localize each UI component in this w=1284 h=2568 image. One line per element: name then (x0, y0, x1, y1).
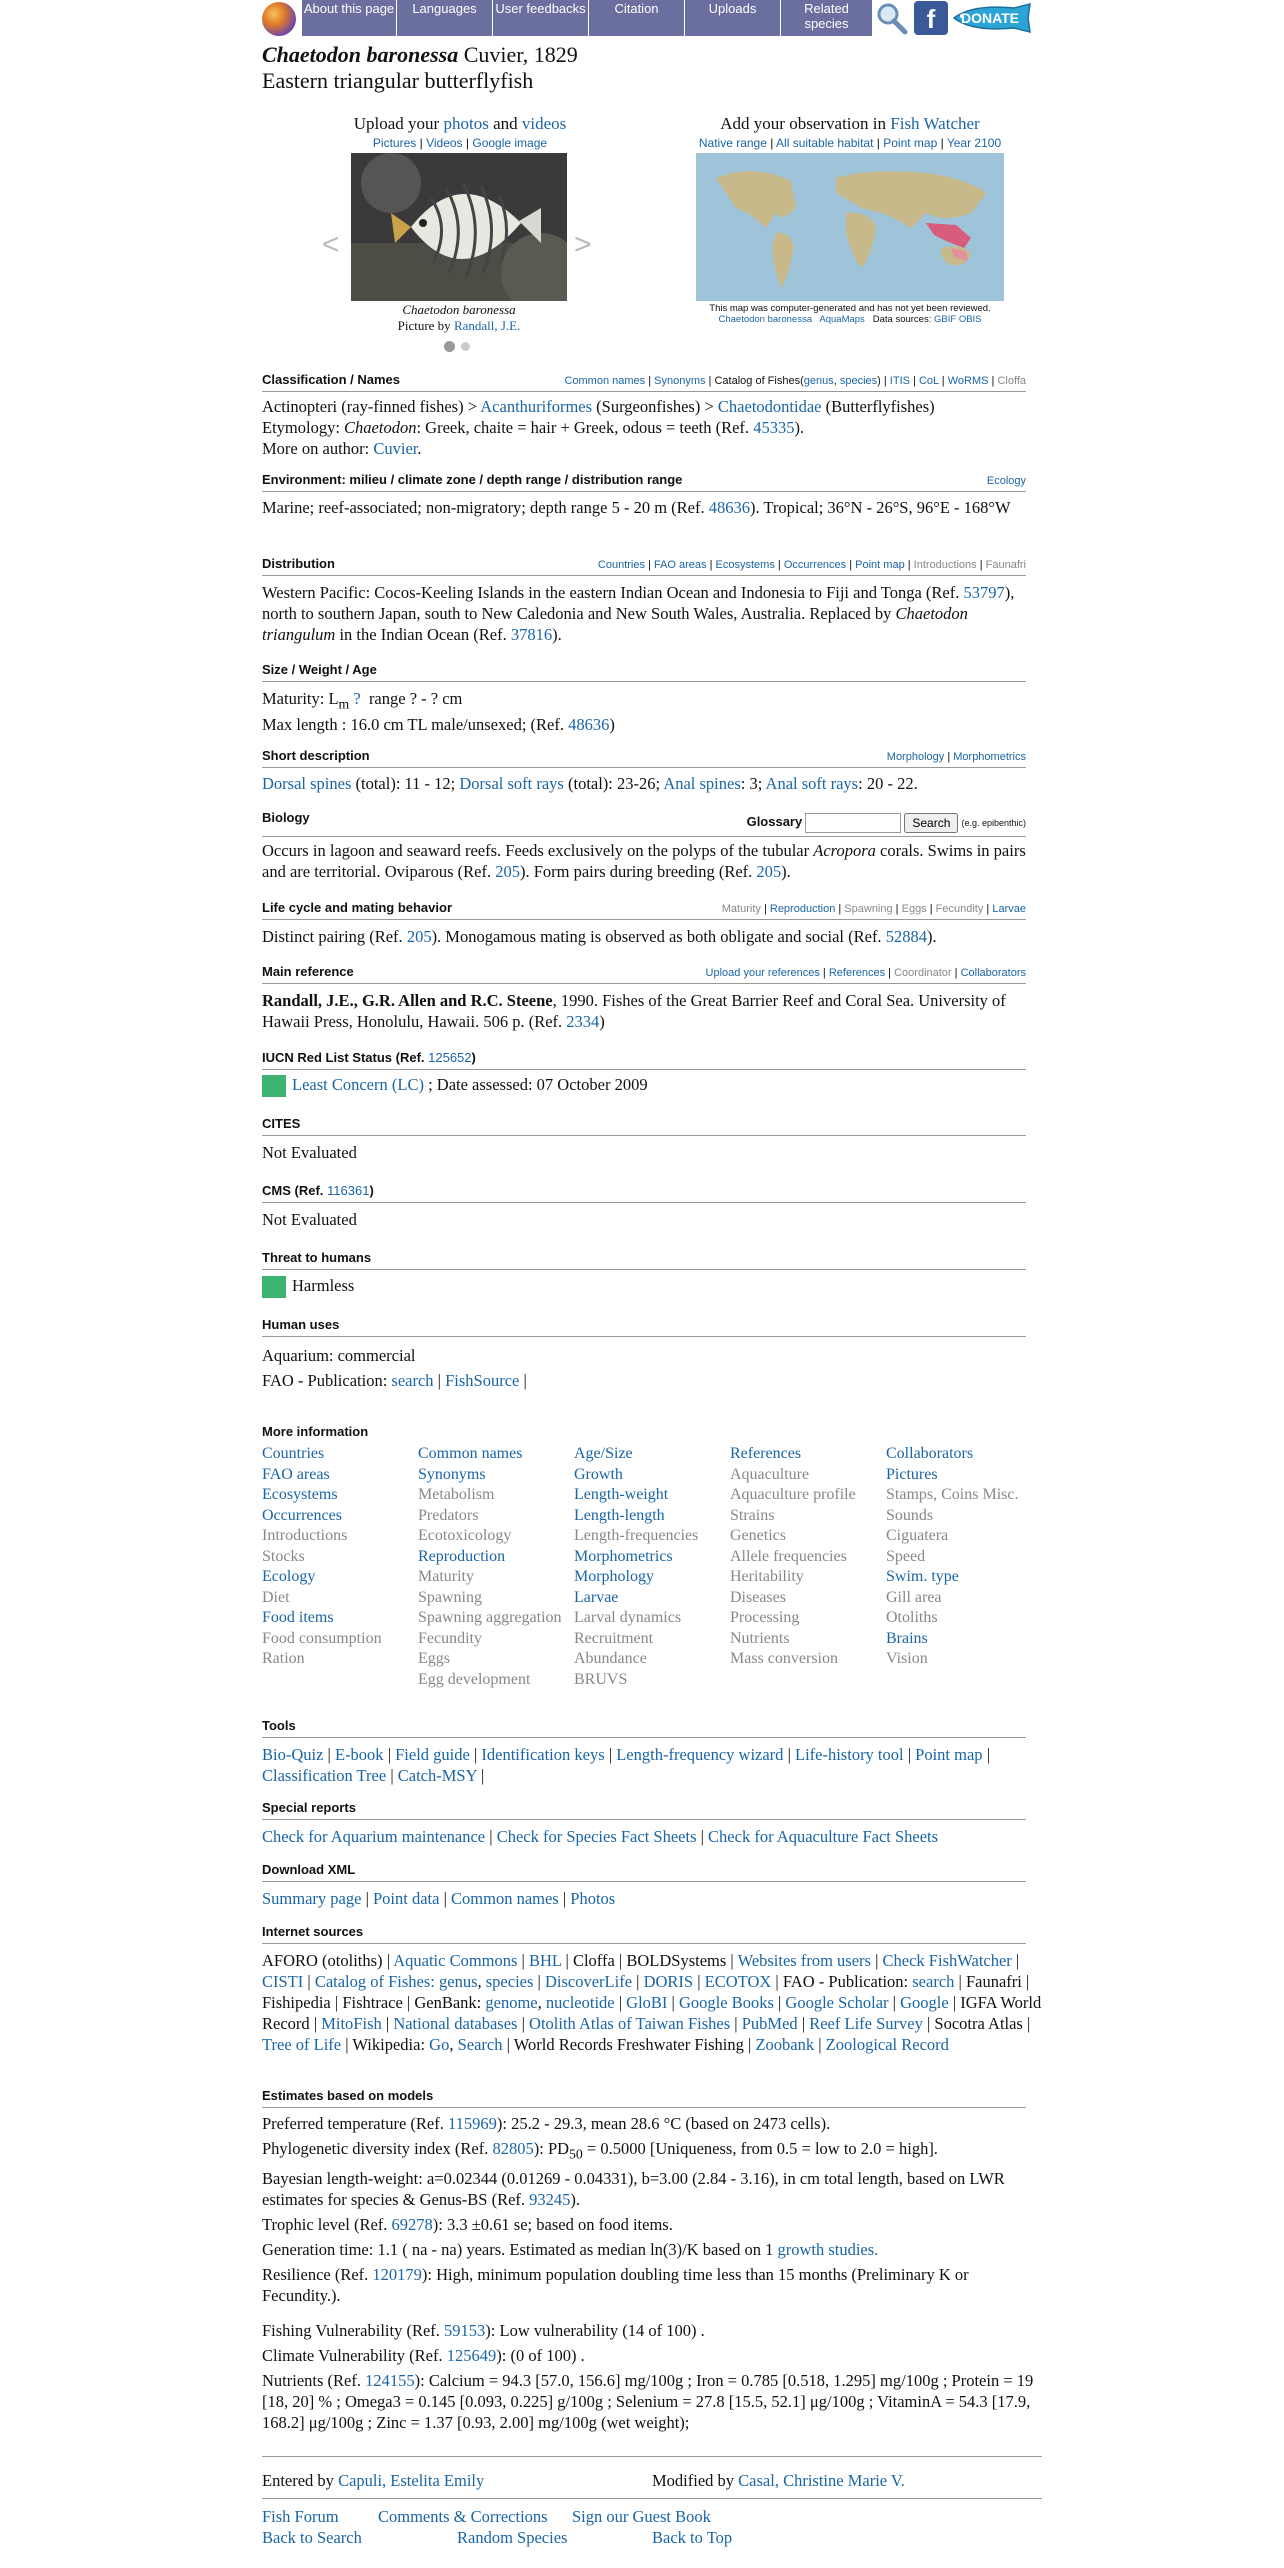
more-info-mass-conversion: Mass conversion (730, 1650, 838, 1667)
more-info-references[interactable]: References (730, 1445, 802, 1462)
itis-link[interactable]: ITIS (889, 375, 910, 387)
more-info-pictures[interactable]: Pictures (886, 1465, 938, 1483)
life-cycle-text: Distinct pairing (Ref. 205). Monogamous mating is observed as both obligate and social (Ref. 52884). (262, 927, 937, 946)
morphometrics-link[interactable]: Morphometrics (953, 751, 1026, 763)
internet-reef-life-survey-link[interactable]: Reef Life Survey (809, 2014, 923, 2033)
more-info-abundance: Abundance (574, 1650, 647, 1667)
random-species-link[interactable]: Random Species (457, 2528, 568, 2547)
tool-length-frequency-wizard-link[interactable]: Length-frequency wizard (616, 1745, 784, 1764)
worms-link[interactable]: WoRMS (947, 375, 989, 387)
common-name: Eastern triangular butterflyfish (262, 68, 534, 93)
more-info-vision: Vision (886, 1650, 928, 1667)
more-info-recruitment: Recruitment (574, 1629, 654, 1647)
more-info-aquaculture: Aquaculture (730, 1465, 810, 1483)
internet-search-link[interactable]: search (912, 1972, 955, 1991)
order-link[interactable]: Acanthuriformes (480, 397, 593, 416)
internet-ecotox-link[interactable]: ECOTOX (704, 1972, 772, 1991)
more-info-food-items[interactable]: Food items (262, 1609, 334, 1626)
more-info-ecosystems[interactable]: Ecosystems (262, 1486, 338, 1503)
internet-cloffa-label: Cloffa (572, 1951, 615, 1970)
species-author: Cuvier, 1829 (463, 42, 578, 67)
obis-link[interactable]: OBIS (958, 314, 982, 325)
internet-genome-link[interactable]: genome (485, 1993, 538, 2012)
more-info-bruvs: BRUVS (574, 1670, 628, 1688)
family-link[interactable]: Chaetodontidae (717, 397, 822, 416)
human-uses-heading: Human uses (262, 1317, 1026, 1337)
catalog-genus-link[interactable]: genus (803, 375, 834, 387)
fish-photo-image (351, 153, 567, 301)
special-check-for-aquarium-maintenance-link[interactable]: Check for Aquarium maintenance (262, 1827, 486, 1846)
glossary-input[interactable] (805, 813, 901, 833)
ecosystems-link[interactable]: Ecosystems (715, 559, 775, 571)
donate-button[interactable] (952, 2, 1044, 34)
cms-value: Not Evaluated (262, 1210, 357, 1229)
more-info-stamps-coins-misc: Stamps, Coins Misc. (886, 1486, 1019, 1503)
videos-link[interactable]: videos (521, 114, 567, 133)
special-check-for-aquaculture-fact-sheets-link[interactable]: Check for Aquaculture Fact Sheets (708, 1827, 939, 1846)
internet-pubmed-link[interactable]: PubMed (741, 2014, 798, 2033)
col-link[interactable]: CoL (918, 375, 939, 387)
world-map-image (696, 153, 1004, 301)
internet-check-fishwatcher-link[interactable]: Check FishWatcher (882, 1951, 1012, 1970)
internet-socotra-atlas-label: Socotra Atlas (934, 2014, 1023, 2033)
tool-bio-quiz-link[interactable]: Bio-Quiz (262, 1745, 324, 1764)
glossary-example: (e.g. epibenthic) (961, 817, 1026, 828)
internet-aquatic-commons-link[interactable]: Aquatic Commons (393, 1951, 518, 1970)
fao-search-link[interactable]: search (391, 1371, 434, 1390)
internet-mitofish-link[interactable]: MitoFish (321, 2014, 382, 2033)
tool-life-history-tool-link[interactable]: Life-history tool (795, 1745, 904, 1764)
estimates-text: Preferred temperature (Ref. 115969): 25.2 - 29.3, mean 28.6 °C (based on 2473 cells). Phylogenetic diversity index (Ref. 82805): $PD_{50} = 0.5000$ [Uniqueness, from 0.5 = low to 2.0 = high]. Bayesian length-weight: a=0.02344 (0.01269 - 0.04331), b=3.00 (2.84 - 3.16), in cm total length, based on LWR estimates for species & Genus-BS (Ref. 93245). Trophic level (Ref. 69278): 3.3 ±0.61 se; based on food items. Generation time: 1.1 ( na - na) years. Estimated as median ln(3)/K based on 1 growth studies. Resilience (Ref. 120179): High, minimum population doubling time less than 15 months (Preliminary K or Fecundity.). Fishing Vulnerability (Ref. 59153): Low vulnerability (14 of 100) . Climate Vulnerability (Ref. 125649): (0 of 100) . Nutrients (Ref. 124155): Calcium = 94.3 [57.0, 156.6] mg/100g ; Iron = 0.785 [0.518, 1.295] mg/100g ; Protein = 19 [18, 20] % ; Omega3 = 0.145 [0.093, 0.225] g/100g ; Selenium = 27.8 [15.5, 52.1] μg/100g ; VitaminA = 54.3 [17.9, 168.2] μg/100g ; Zinc = 1.37 [0.93, 2.00] mg/100g (wet weight); (262, 2114, 1034, 2433)
internet-sources-links: AFORO (otoliths) | Aquatic Commons | BHL | Cloffa | BOLDSystems | Websites from users | Check FishWatcher | CISTI | Catalog of Fishes: genus, species | DiscoverLife | DORIS | ECOTOX | FAO - Publication: search | Faunafri | Fishipedia | Fishtrace | GenBank: genome, nucleotide | GloBI | Google Books | Google Scholar | Google | IGFA World Record | MitoFish | National databases | Otolith Atlas of Taiwan Fishes | PubMed | Reef Life Survey | Socotra Atlas | Tree of Life | Wikipedia: Go, Search | World Records Freshwater Fishing | Zoobank | Zoological Record (262, 1951, 1042, 2054)
pref-temp-ref-link[interactable]: 115969 (447, 2114, 497, 2133)
cms-heading: CMS (Ref. 116361) (262, 1183, 1026, 1203)
dorsal-spines-link[interactable]: Dorsal spines (262, 774, 352, 793)
next-photo-arrow[interactable]: > (574, 228, 592, 261)
biology-ref2-link[interactable]: 205 (756, 862, 782, 881)
more-info-maturity: Maturity (418, 1568, 474, 1585)
more-info-common-names[interactable]: Common names (418, 1445, 523, 1462)
internet-go-link[interactable]: Go (429, 2035, 450, 2054)
coordinator-label: Coordinator (894, 967, 952, 979)
entered-by-link[interactable]: Capuli, Estelita Emily (338, 2471, 485, 2490)
special-reports-heading: Special reports (262, 1800, 1026, 1820)
footer-divider (262, 2456, 1042, 2457)
more-info-growth[interactable]: Growth (574, 1465, 623, 1483)
back-to-search-link[interactable]: Back to Search (262, 2528, 362, 2547)
year-2100-link[interactable]: Year 2100 (946, 136, 1002, 150)
more-info-ecotoxicology: Ecotoxicology (418, 1527, 512, 1544)
point-map-link[interactable]: Point map (883, 136, 938, 150)
fishing-vuln-ref-link[interactable]: 59153 (444, 2321, 486, 2341)
carousel-dot-active[interactable] (444, 341, 455, 352)
more-info-introductions: Introductions (262, 1527, 348, 1544)
cites-heading: CITES (262, 1116, 1026, 1136)
cites-value: Not Evaluated (262, 1143, 357, 1162)
anal-soft-rays-link[interactable]: Anal soft rays (765, 774, 859, 793)
anal-spines-link[interactable]: Anal spines (663, 774, 741, 793)
internet-google-link[interactable]: Google (900, 1993, 949, 2012)
distribution-text: Western Pacific: Cocos-Keeling Islands in the eastern Indian Ocean and Indonesia to Fiji and Tonga (Ref. 53797), north to southern Japan, south to New Caledonia and New South Wales, Australia. Replaced by Chaetodon triangulum in the Indian Ocean (Ref. 37816). (262, 583, 1015, 644)
internet-doris-link[interactable]: DORIS (643, 1972, 694, 1991)
xml-summary-page-link[interactable]: Summary page (262, 1889, 362, 1908)
internet-fishtrace-label: Fishtrace (342, 1993, 403, 2012)
internet-tree-of-life-link[interactable]: Tree of Life (262, 2035, 342, 2054)
fao-areas-link[interactable]: FAO areas (653, 559, 707, 571)
distribution-map[interactable] (696, 153, 1004, 301)
resilience-ref-link[interactable]: 120179 (372, 2265, 422, 2285)
phylo-ref-link[interactable]: 82805 (492, 2139, 534, 2158)
tools-heading: Tools (262, 1718, 1026, 1738)
comments-link[interactable]: Comments & Corrections (378, 2507, 548, 2526)
videos-small-link[interactable]: Videos (426, 136, 463, 150)
lc-reproduction-link[interactable]: Reproduction (769, 903, 836, 915)
internet-boldsystems-label: BOLDSystems (626, 1951, 727, 1970)
internet-cisti-link[interactable]: CISTI (262, 1972, 304, 1991)
more-info-larvae[interactable]: Larvae (574, 1588, 619, 1606)
catalog-species-link[interactable]: species (839, 375, 878, 387)
classification-heading: Classification / Names Common names | Synonyms | Catalog of Fishes(genus, species) | ITIS | CoL | WoRMS | Cloffa (262, 372, 1026, 392)
countries-link[interactable]: Countries (597, 559, 645, 571)
and-label: and (493, 114, 518, 133)
climate-vuln-ref-link[interactable]: 125649 (446, 2346, 497, 2366)
more-info-sounds: Sounds (886, 1506, 934, 1524)
internet-nucleotide-link[interactable]: nucleotide (545, 1993, 615, 2012)
more-info-swim-type[interactable]: Swim. type (886, 1568, 959, 1585)
observation-label: Add your observation in (720, 114, 887, 133)
internet-aforo-otoliths-label: AFORO (otoliths) (262, 1951, 383, 1970)
tool-classification-tree-link[interactable]: Classification Tree (262, 1766, 387, 1785)
morphology-link[interactable]: Morphology (886, 751, 945, 763)
short-description-heading: Short description Morphology | Morphometrics (262, 748, 1026, 768)
more-info-countries[interactable]: Countries (262, 1445, 325, 1462)
maturity-link[interactable]: ? (353, 689, 361, 708)
more-info-col-3 (574, 1444, 729, 1690)
more-info-heritability: Heritability (730, 1568, 804, 1585)
guest-book-link[interactable]: Sign our Guest Book (572, 2507, 711, 2526)
more-info-otoliths: Otoliths (886, 1609, 938, 1626)
internet-genus-link[interactable]: genus (439, 1972, 478, 1991)
dist-point-map-link[interactable]: Point map (855, 559, 905, 571)
internet-google-scholar-link[interactable]: Google Scholar (785, 1993, 889, 2012)
tab-uploads[interactable]: Uploads (685, 0, 781, 36)
tools-links: Bio-Quiz | E-book | Field guide | Identification keys | Length-frequency wizard | Life-history tool | Point map | Classification Tree | Catch-MSY | (262, 1745, 990, 1785)
internet-catalog-of-fishes-link[interactable]: Catalog of Fishes: (314, 1972, 435, 1991)
references-link[interactable]: References (828, 967, 886, 979)
more-info-reproduction[interactable]: Reproduction (418, 1547, 506, 1565)
more-info-strains: Strains (730, 1506, 775, 1524)
more-info-col-2 (418, 1444, 573, 1690)
lc-larvae-link[interactable]: Larvae (992, 903, 1026, 915)
growth-studies-link[interactable]: growth studies. (777, 2240, 879, 2260)
more-info-egg-development: Egg development (418, 1670, 531, 1688)
more-info-ecology[interactable]: Ecology (262, 1568, 316, 1585)
more-info-morphometrics[interactable]: Morphometrics (574, 1547, 673, 1565)
tool-identification-keys-link[interactable]: Identification keys (481, 1745, 605, 1764)
environment-text: Marine; reef-associated; non-migratory; depth range 5 - 20 m (Ref. 48636). Tropical; 36°N - 26°S, 96°E - 168°W (262, 498, 1011, 517)
photos-link[interactable]: photos (443, 114, 489, 133)
footer-links (262, 2506, 1042, 2548)
lc-maturity-label: Maturity (721, 903, 761, 915)
internet-zoobank-link[interactable]: Zoobank (755, 2035, 815, 2054)
more-info-food-consumption: Food consumption (262, 1629, 382, 1647)
picture-by-label: Picture by (397, 318, 451, 333)
main-reference-heading: Main reference Upload your references | References | Coordinator | Collaborators (262, 964, 1026, 984)
lc-spawning-label: Spawning (844, 903, 893, 915)
lifecycle-ref1-link[interactable]: 205 (406, 927, 432, 946)
threat-badge (262, 1276, 286, 1298)
more-info-collaborators[interactable]: Collaborators (886, 1445, 974, 1462)
threat-value: Harmless (262, 1275, 1042, 1298)
cms-ref-link[interactable]: 116361 (327, 1183, 370, 1198)
faunafri-label: Faunafri (985, 559, 1026, 571)
common-names-link[interactable]: Common names (564, 375, 646, 387)
more-info-col-5 (886, 1444, 1041, 1670)
human-uses-text: Aquarium: commercial FAO - Publication: search | FishSource | (262, 1346, 527, 1390)
dorsal-soft-rays-link[interactable]: Dorsal soft rays (459, 774, 564, 793)
internet-google-books-link[interactable]: Google Books (678, 1993, 774, 2012)
size-heading: Size / Weight / Age (262, 662, 1026, 682)
tool-field-guide-link[interactable]: Field guide (395, 1745, 470, 1764)
internet-zoological-record-link[interactable]: Zoological Record (825, 2035, 949, 2054)
map-species-link[interactable]: Chaetodon baronessa (718, 314, 812, 325)
biology-ref1-link[interactable]: 205 (495, 862, 520, 881)
least-concern-link[interactable]: Least Concern (LC) (292, 1075, 424, 1094)
tool-point-map-link[interactable]: Point map (915, 1745, 983, 1764)
nutrients-ref-link[interactable]: 124155 (365, 2371, 415, 2391)
main-reference-text: Randall, J.E., G.R. Allen and R.C. Steene, 1990. Fishes of the Great Barrier Reef and Coral Sea. University of Hawaii Press, Honolulu, Hawaii. 506 p. (Ref. 2334) (262, 991, 1006, 1031)
size-text: Maturity: $L_m$ ? range ? - ? cm Max length : 16.0 cm TL male/unsexed; (Ref. 48636) (262, 689, 615, 735)
estimates-heading: Estimates based on models (262, 2088, 1026, 2108)
iucn-heading: IUCN Red List Status (Ref. 125652) (262, 1050, 1026, 1070)
more-info-occurrences[interactable]: Occurrences (262, 1506, 342, 1524)
more-info-fecundity: Fecundity (418, 1629, 482, 1647)
more-info-synonyms[interactable]: Synonyms (418, 1465, 486, 1483)
fish-watcher-link[interactable]: Fish Watcher (890, 114, 980, 133)
more-info-brains[interactable]: Brains (886, 1629, 928, 1647)
photo-panel: Upload your photos and videos Pictures | Videos | Google image (353, 114, 567, 150)
catalog-label: Catalog of Fishes( (714, 375, 804, 387)
prev-photo-arrow[interactable]: < (322, 228, 340, 261)
classification-text: Actinopteri (ray-finned fishes) > Acanthuriformes (Surgeonfishes) > Chaetodontidae (Butterflyfishes) Etymology: Chaetodon: Greek, chaite = hair + Greek, odous = teeth (Ref. 45335). More on author: Cuvier. (262, 397, 935, 458)
internet-otolith-atlas-of-taiwan-fishes-link[interactable]: Otolith Atlas of Taiwan Fishes (529, 2014, 731, 2033)
more-info-age-size[interactable]: Age/Size (574, 1445, 633, 1462)
google-image-link[interactable]: Google image (472, 136, 548, 150)
more-info-larval-dynamics: Larval dynamics (574, 1609, 682, 1626)
scientific-name: Chaetodon baronessa (262, 42, 459, 67)
internet-websites-from-users-link[interactable]: Websites from users (737, 1951, 871, 1970)
native-range-link[interactable]: Native range (698, 136, 767, 150)
internet-discoverlife-link[interactable]: DiscoverLife (544, 1972, 633, 1991)
upload-label: Upload your (353, 114, 440, 133)
life-cycle-heading: Life cycle and mating behavior Maturity | Reproduction | Spawning | Eggs | Fecundity | Larvae (262, 900, 1026, 920)
xml-common-names-link[interactable]: Common names (451, 1889, 559, 1908)
environment-heading: Environment: milieu / climate zone / depth range / distribution range Ecology (262, 472, 1026, 492)
more-info-fao-areas[interactable]: FAO areas (262, 1465, 330, 1483)
fish-photo[interactable] (351, 153, 567, 301)
tab-languages[interactable]: Languages (397, 0, 493, 36)
more-info-morphology[interactable]: Morphology (574, 1568, 654, 1585)
gbif-link[interactable]: GBIF (934, 314, 957, 325)
download-xml-heading: Download XML (262, 1862, 1026, 1882)
short-description-text: Dorsal spines (total): 11 - 12; Dorsal soft rays (total): 23-26; Anal spines: 3; Anal soft rays: 20 - 22. (262, 774, 918, 793)
occurrences-link[interactable]: Occurrences (783, 559, 847, 571)
more-info-diseases: Diseases (730, 1588, 786, 1606)
internet-igfa-world-record-label: IGFA World Record (262, 1993, 1042, 2033)
biology-text: Occurs in lagoon and seaward reefs. Feeds exclusively on the polyps of the tubular Acropora corals. Swims in pairs and are territorial. Oviparous (Ref. 205). Form pairs during breeding (Ref. 205). (262, 841, 1026, 881)
more-info-spawning-aggregation: Spawning aggregation (418, 1609, 562, 1626)
more-info-ciguatera: Ciguatera (886, 1527, 949, 1544)
tool-e-book-link[interactable]: E-book (334, 1745, 384, 1764)
more-info-genetics: Genetics (730, 1527, 786, 1544)
glossary-search-button[interactable]: Search (904, 813, 958, 833)
bayes-ref-link[interactable]: 93245 (529, 2190, 571, 2210)
synonyms-link[interactable]: Synonyms (654, 375, 706, 387)
distribution-ref1-link[interactable]: 53797 (963, 583, 1005, 602)
glossary-label: Glossary (746, 813, 803, 829)
lc-fecundity-label: Fecundity (935, 903, 984, 915)
photo-caption: Chaetodon baronessa (402, 302, 516, 317)
internet-globi-link[interactable]: GloBI (626, 1993, 668, 2012)
lifecycle-ref2-link[interactable]: 52884 (885, 927, 927, 946)
cloffa-label: Cloffa (997, 375, 1026, 387)
map-panel: Add your observation in Fish Watcher Native range | All suitable habitat | Point map | Year 2100 (698, 114, 1002, 150)
more-info-stocks: Stocks (262, 1547, 305, 1565)
map-note: This map was computer-generated and has not yet been reviewed. (709, 303, 991, 314)
max-length-ref-link[interactable]: 48636 (568, 715, 610, 735)
more-info-gill-area: Gill area (886, 1588, 942, 1606)
main-ref-link[interactable]: 2334 (566, 1012, 600, 1031)
more-info-speed: Speed (886, 1547, 926, 1565)
internet-faunafri-label: Faunafri (965, 1972, 1022, 1991)
tab-citation[interactable]: Citation (589, 0, 685, 36)
upload-references-link[interactable]: Upload your references (705, 967, 820, 979)
back-to-top-link[interactable]: Back to Top (652, 2528, 733, 2547)
data-sources-label: Data sources: (872, 314, 932, 325)
lc-eggs-label: Eggs (901, 903, 927, 915)
tool-catch-msy-link[interactable]: Catch-MSY (397, 1766, 477, 1785)
etymology-ref-link[interactable]: 45335 (753, 418, 795, 437)
special-check-for-species-fact-sheets-link[interactable]: Check for Species Fact Sheets (496, 1827, 697, 1846)
internet-world-records-freshwater-fishing-label: World Records Freshwater Fishing (513, 2035, 744, 2054)
ecology-link[interactable]: Ecology (986, 475, 1026, 487)
xml-photos-link[interactable]: Photos (570, 1889, 616, 1908)
author-link[interactable]: Cuvier (373, 439, 418, 458)
fish-forum-link[interactable]: Fish Forum (262, 2507, 339, 2526)
more-info-eggs: Eggs (418, 1650, 450, 1667)
download-xml-links: Summary page | Point data | Common names | Photos (262, 1889, 616, 1908)
more-info-length-weight[interactable]: Length-weight (574, 1486, 669, 1503)
more-info-nutrients: Nutrients (730, 1629, 790, 1647)
biology-heading: Biology Glossary Search (e.g. epibenthic) (262, 810, 1026, 837)
more-info-allele-frequencies: Allele frequencies (730, 1547, 847, 1565)
internet-bhl-link[interactable]: BHL (528, 1951, 562, 1970)
more-info-diet: Diet (262, 1588, 290, 1606)
distribution-ref2-link[interactable]: 37816 (510, 625, 553, 644)
donate-label: DONATE (960, 10, 1020, 26)
internet-fishipedia-label: Fishipedia (262, 1993, 331, 2012)
internet-search-link[interactable]: Search (457, 2035, 503, 2054)
internet-fao-publication-label: FAO - Publication: (782, 1972, 909, 1991)
more-info-col-4 (730, 1444, 885, 1670)
more-info-spawning: Spawning (418, 1588, 482, 1606)
internet-genbank-label: GenBank: (414, 1993, 482, 2012)
suitable-habitat-link[interactable]: All suitable habitat (776, 136, 874, 150)
more-info-predators: Predators (418, 1506, 479, 1524)
more-info-ration: Ration (262, 1650, 305, 1667)
iucn-status-badge (262, 1075, 286, 1097)
iucn-ref-link[interactable]: 125652 (428, 1050, 472, 1065)
aquamaps-link[interactable]: AquaMaps (819, 314, 865, 325)
footer-divider-2 (262, 2498, 1042, 2499)
iucn-status: Least Concern (LC) ; Date assessed: 07 October 2009 (262, 1074, 1042, 1097)
fishbase-logo-icon[interactable] (262, 2, 296, 36)
carousel-dot[interactable] (461, 342, 470, 351)
more-info-length-length[interactable]: Length-length (574, 1506, 665, 1524)
distribution-heading: Distribution Countries | FAO areas | Ecosystems | Occurrences | Point map | Introductions | Faunafri (262, 556, 1026, 576)
trophic-ref-link[interactable]: 69278 (391, 2215, 433, 2235)
internet-species-link[interactable]: species (485, 1972, 534, 1991)
fishsource-link[interactable]: FishSource (445, 1371, 520, 1390)
environment-ref-link[interactable]: 48636 (708, 498, 750, 517)
facebook-icon[interactable]: f (914, 1, 948, 35)
introductions-label: Introductions (913, 559, 977, 571)
internet-wikipedia-label: Wikipedia: (352, 2035, 426, 2054)
more-info-col-1 (262, 1444, 417, 1670)
modified-by-link[interactable]: Casal, Christine Marie V. (738, 2471, 905, 2490)
tab-user-feedbacks[interactable]: User feedbacks (493, 0, 589, 36)
tab-about[interactable]: About this page (302, 0, 397, 36)
collaborators-link[interactable]: Collaborators (960, 967, 1026, 979)
tab-related-species[interactable]: Related species (781, 0, 873, 36)
photographer-link[interactable]: Randall, J.E. (453, 318, 521, 333)
more-info-aquaculture-profile: Aquaculture profile (730, 1486, 856, 1503)
more-info-length-frequencies: Length-frequencies (574, 1527, 699, 1544)
threat-heading: Threat to humans (262, 1250, 1026, 1270)
internet-sources-heading: Internet sources (262, 1924, 1026, 1944)
top-nav (262, 0, 1042, 36)
more-info-processing: Processing (730, 1609, 800, 1626)
internet-national-databases-link[interactable]: National databases (393, 2014, 518, 2033)
pictures-link[interactable]: Pictures (372, 136, 417, 150)
xml-point-data-link[interactable]: Point data (373, 1889, 440, 1908)
more-info-metabolism: Metabolism (418, 1486, 495, 1503)
search-icon[interactable] (874, 1, 908, 35)
special-reports-links: Check for Aquarium maintenance | Check for Species Fact Sheets | Check for Aquaculture Fact Sheets (262, 1827, 939, 1846)
page-title (262, 42, 578, 68)
more-info-heading: More information (262, 1424, 369, 1439)
